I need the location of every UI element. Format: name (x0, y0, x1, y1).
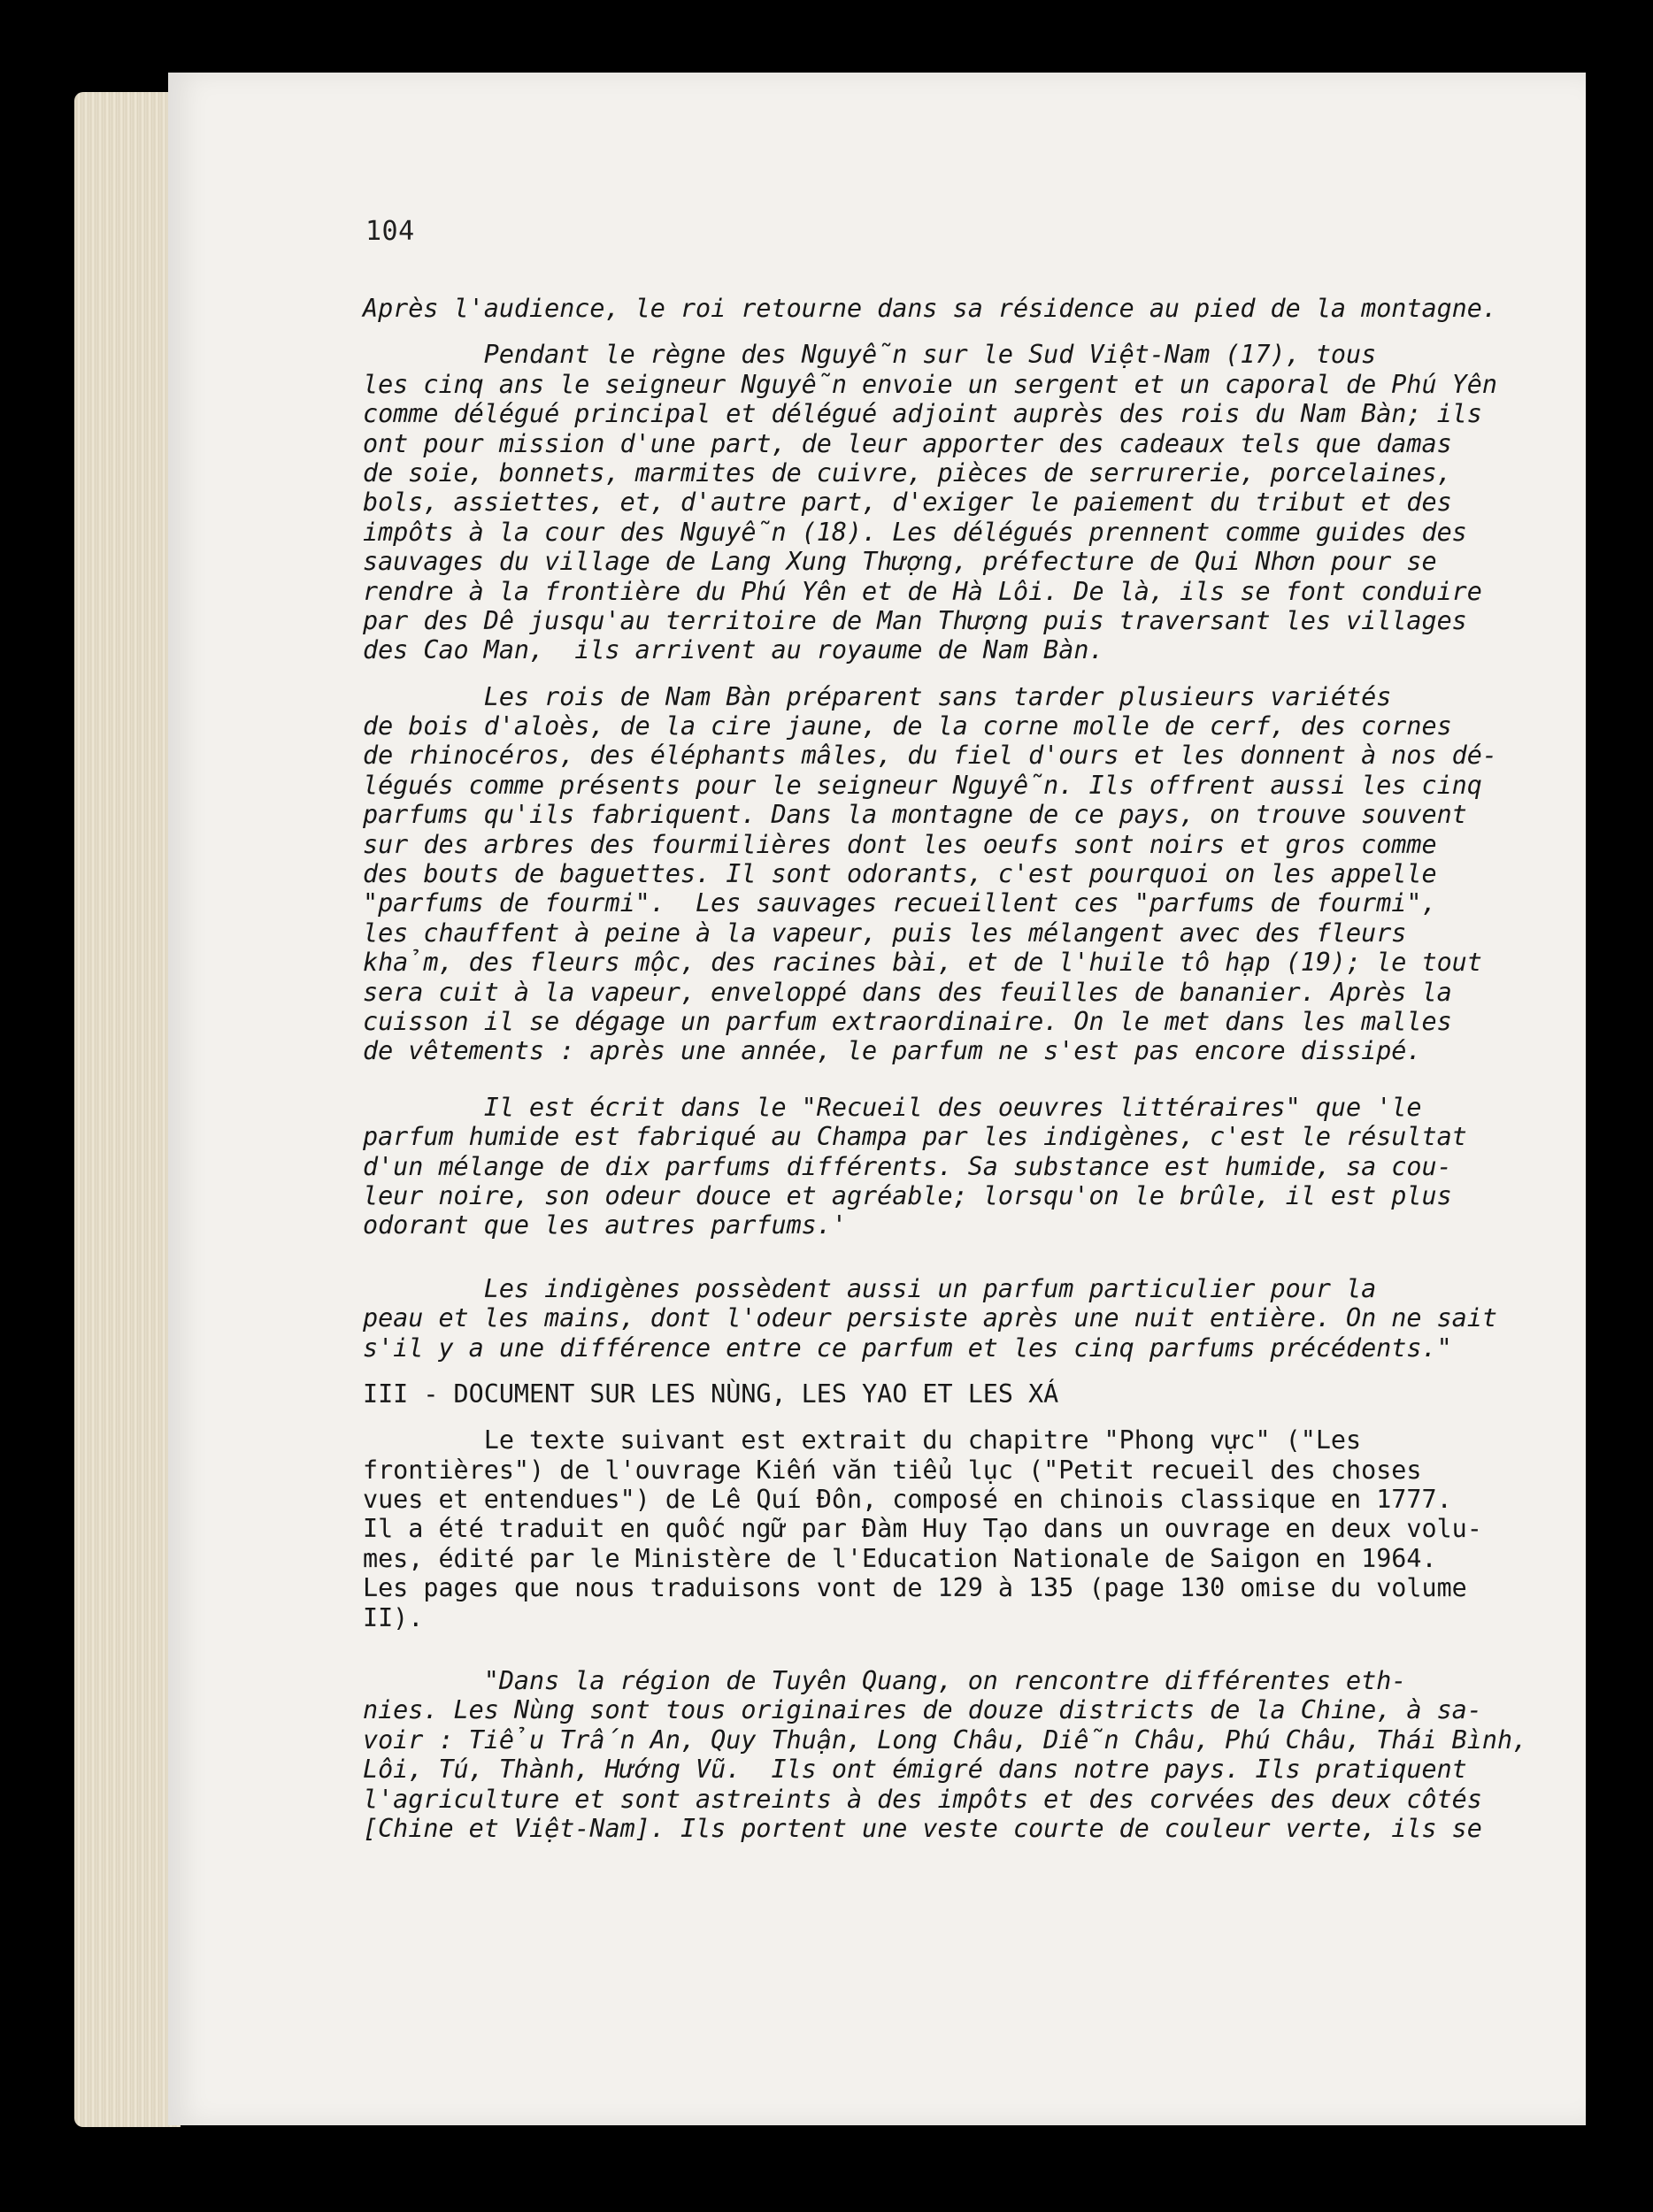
text-line: parfum humide est fabriqué au Champa par les indigènes, c'est le résultat (363, 1122, 1467, 1152)
text-line: des Cao Man, ils arrivent au royaume de Nam Bàn. (363, 635, 1104, 665)
text-line: légués comme présents pour le seigneur Nguyễn. Ils offrent aussi les cinq (363, 770, 1482, 800)
paragraph-source-description (363, 1425, 1504, 1632)
text-line: bols, assiettes, et, d'autre part, d'exiger le paiement du tribut et des (363, 488, 1452, 518)
text-line: sauvages du village de Lang Xung Thượng, préfecture de Qui Nhơn pour se (363, 547, 1437, 577)
text-line: ont pour mission d'une part, de leur apporter des cadeaux tels que damas (363, 428, 1452, 458)
text-line: Pendant le règne des Nguyễn sur le Sud Việt-Nam (17), tous (363, 340, 1377, 370)
text-line: de bois d'aloès, de la cire jaune, de la corne molle de cerf, des cornes (363, 711, 1452, 741)
text-line: l'agriculture et sont astreints à des impôts et des corvées des deux côtés (363, 1784, 1482, 1814)
paragraph-tuyen-quang (363, 1666, 1528, 1843)
text-line: "Dans la région de Tuyên Quang, on rencontre différentes eth- (363, 1666, 1407, 1696)
text-line: peau et les mains, dont l'odeur persiste après une nuit entière. On ne sait (363, 1303, 1497, 1333)
heading-line: III - DOCUMENT SUR LES NÙNG, LES YAO ET LES XÁ (363, 1379, 1059, 1409)
text-line: frontières") de l'ouvrage Kiến văn tiểu lục ("Petit recueil des choses (363, 1455, 1422, 1485)
text-line: parfums qu'ils fabriquent. Dans la montagne de ce pays, on trouve souvent (363, 800, 1467, 830)
paragraph-audience (363, 294, 1504, 323)
text-line: mes, édité par le Ministère de l'Education Nationale de Saigon en 1964. (363, 1543, 1437, 1573)
paragraph-recueil (363, 1093, 1504, 1240)
text-line: par des Dê jusqu'au territoire de Man Thượng puis traversant les villages (363, 605, 1467, 635)
text-line: Les pages que nous traduisons vont de 129 à 135 (page 130 omise du volume (363, 1573, 1467, 1603)
text-line: Il est écrit dans le "Recueil des oeuvres littéraires" que 'le (363, 1092, 1422, 1122)
text-line: sur des arbres des fourmilières dont les oeufs sont noirs et gros comme (363, 829, 1437, 859)
text-line: voir : Tiểu Trấn An, Quy Thuận, Long Châu, Diễn Châu, Phú Châu, Thái Bình, (363, 1724, 1528, 1755)
text-line: des bouts de baguettes. Il sont odorants, c'est pourquoi on les appelle (363, 859, 1437, 889)
text-line: Lôi, Tú, Thành, Hướng Vũ. Ils ont émigré dans notre pays. Ils pratiquent (363, 1755, 1467, 1785)
text-line: s'il y a une différence entre ce parfum et les cinq parfums précédents." (363, 1333, 1452, 1363)
text-line: II). (363, 1602, 424, 1632)
text-line: nies. Les Nùng sont tous originaires de douze districts de la Chine, à sa- (363, 1695, 1482, 1725)
text-line: odorant que les autres parfums.' (363, 1210, 847, 1240)
text-line: leur noire, son odeur douce et agréable; lorsqu'on le brûle, il est plus (363, 1180, 1452, 1210)
paragraph-nguyen-reign (363, 340, 1504, 664)
text-line: d'un mélange de dix parfums différents. Sa substance est humide, sa cou- (363, 1151, 1452, 1181)
text-line: sera cuit à la vapeur, enveloppé dans des feuilles de bananier. Après la (363, 977, 1452, 1007)
text-line: rendre à la frontière du Phú Yên et de Hà Lôi. De là, ils se font conduire (363, 576, 1482, 606)
text-line: comme délégué principal et délégué adjoint auprès des rois du Nam Bàn; ils (363, 399, 1482, 429)
text-line: Le texte suivant est extrait du chapitre "Phong vực" ("Les (363, 1425, 1362, 1455)
text-line: khảm, des fleurs mộc, des racines bài, et de l'huile tô hạp (19); le tout (363, 948, 1482, 978)
book-page-edges (74, 92, 181, 2127)
text-line: Il a été traduit en quốc ngữ par Đàm Huy Tạo dans un ouvrage en deux volu- (363, 1514, 1482, 1544)
text-line: Après l'audience, le roi retourne dans sa résidence au pied de la montagne. (363, 294, 1497, 323)
text-line: les chauffent à peine à la vapeur, puis les mélangent avec des fleurs (363, 918, 1407, 948)
text-line: de rhinocéros, des éléphants mâles, du fiel d'ours et les donnent à nos dé- (363, 741, 1497, 771)
text-line: "parfums de fourmi". Les sauvages recueillent ces "parfums de fourmi", (363, 888, 1437, 918)
text-line: de vêtements : après une année, le parfum ne s'est pas encore dissipé. (363, 1036, 1422, 1066)
text-line: vues et entendues") de Lê Quí Đôn, composé en chinois classique en 1777. (363, 1485, 1452, 1515)
text-line: impôts à la cour des Nguyễn (18). Les délégués prennent comme guides des (363, 517, 1467, 547)
text-line: Les indigènes possèdent aussi un parfum particulier pour la (363, 1273, 1377, 1303)
paragraph-skin-perfume (363, 1274, 1504, 1363)
text-line: Les rois de Nam Bàn préparent sans tarder plusieurs variétés (363, 681, 1392, 711)
page-number: 104 (365, 216, 415, 247)
section-heading (363, 1379, 1504, 1409)
document-text (363, 294, 1528, 1843)
text-line: [Chine et Việt-Nam]. Ils portent une veste courte de couleur verte, ils se (363, 1813, 1482, 1843)
paragraph-nam-ban-gifts (363, 682, 1504, 1066)
text-line: de soie, bonnets, marmites de cuivre, pièces de serrurerie, porcelaines, (363, 457, 1452, 488)
text-line: cuisson il se dégage un parfum extraordinaire. On le met dans les malles (363, 1006, 1452, 1036)
text-line: les cinq ans le seigneur Nguyễn envoie un sergent et un caporal de Phú Yên (363, 369, 1497, 399)
